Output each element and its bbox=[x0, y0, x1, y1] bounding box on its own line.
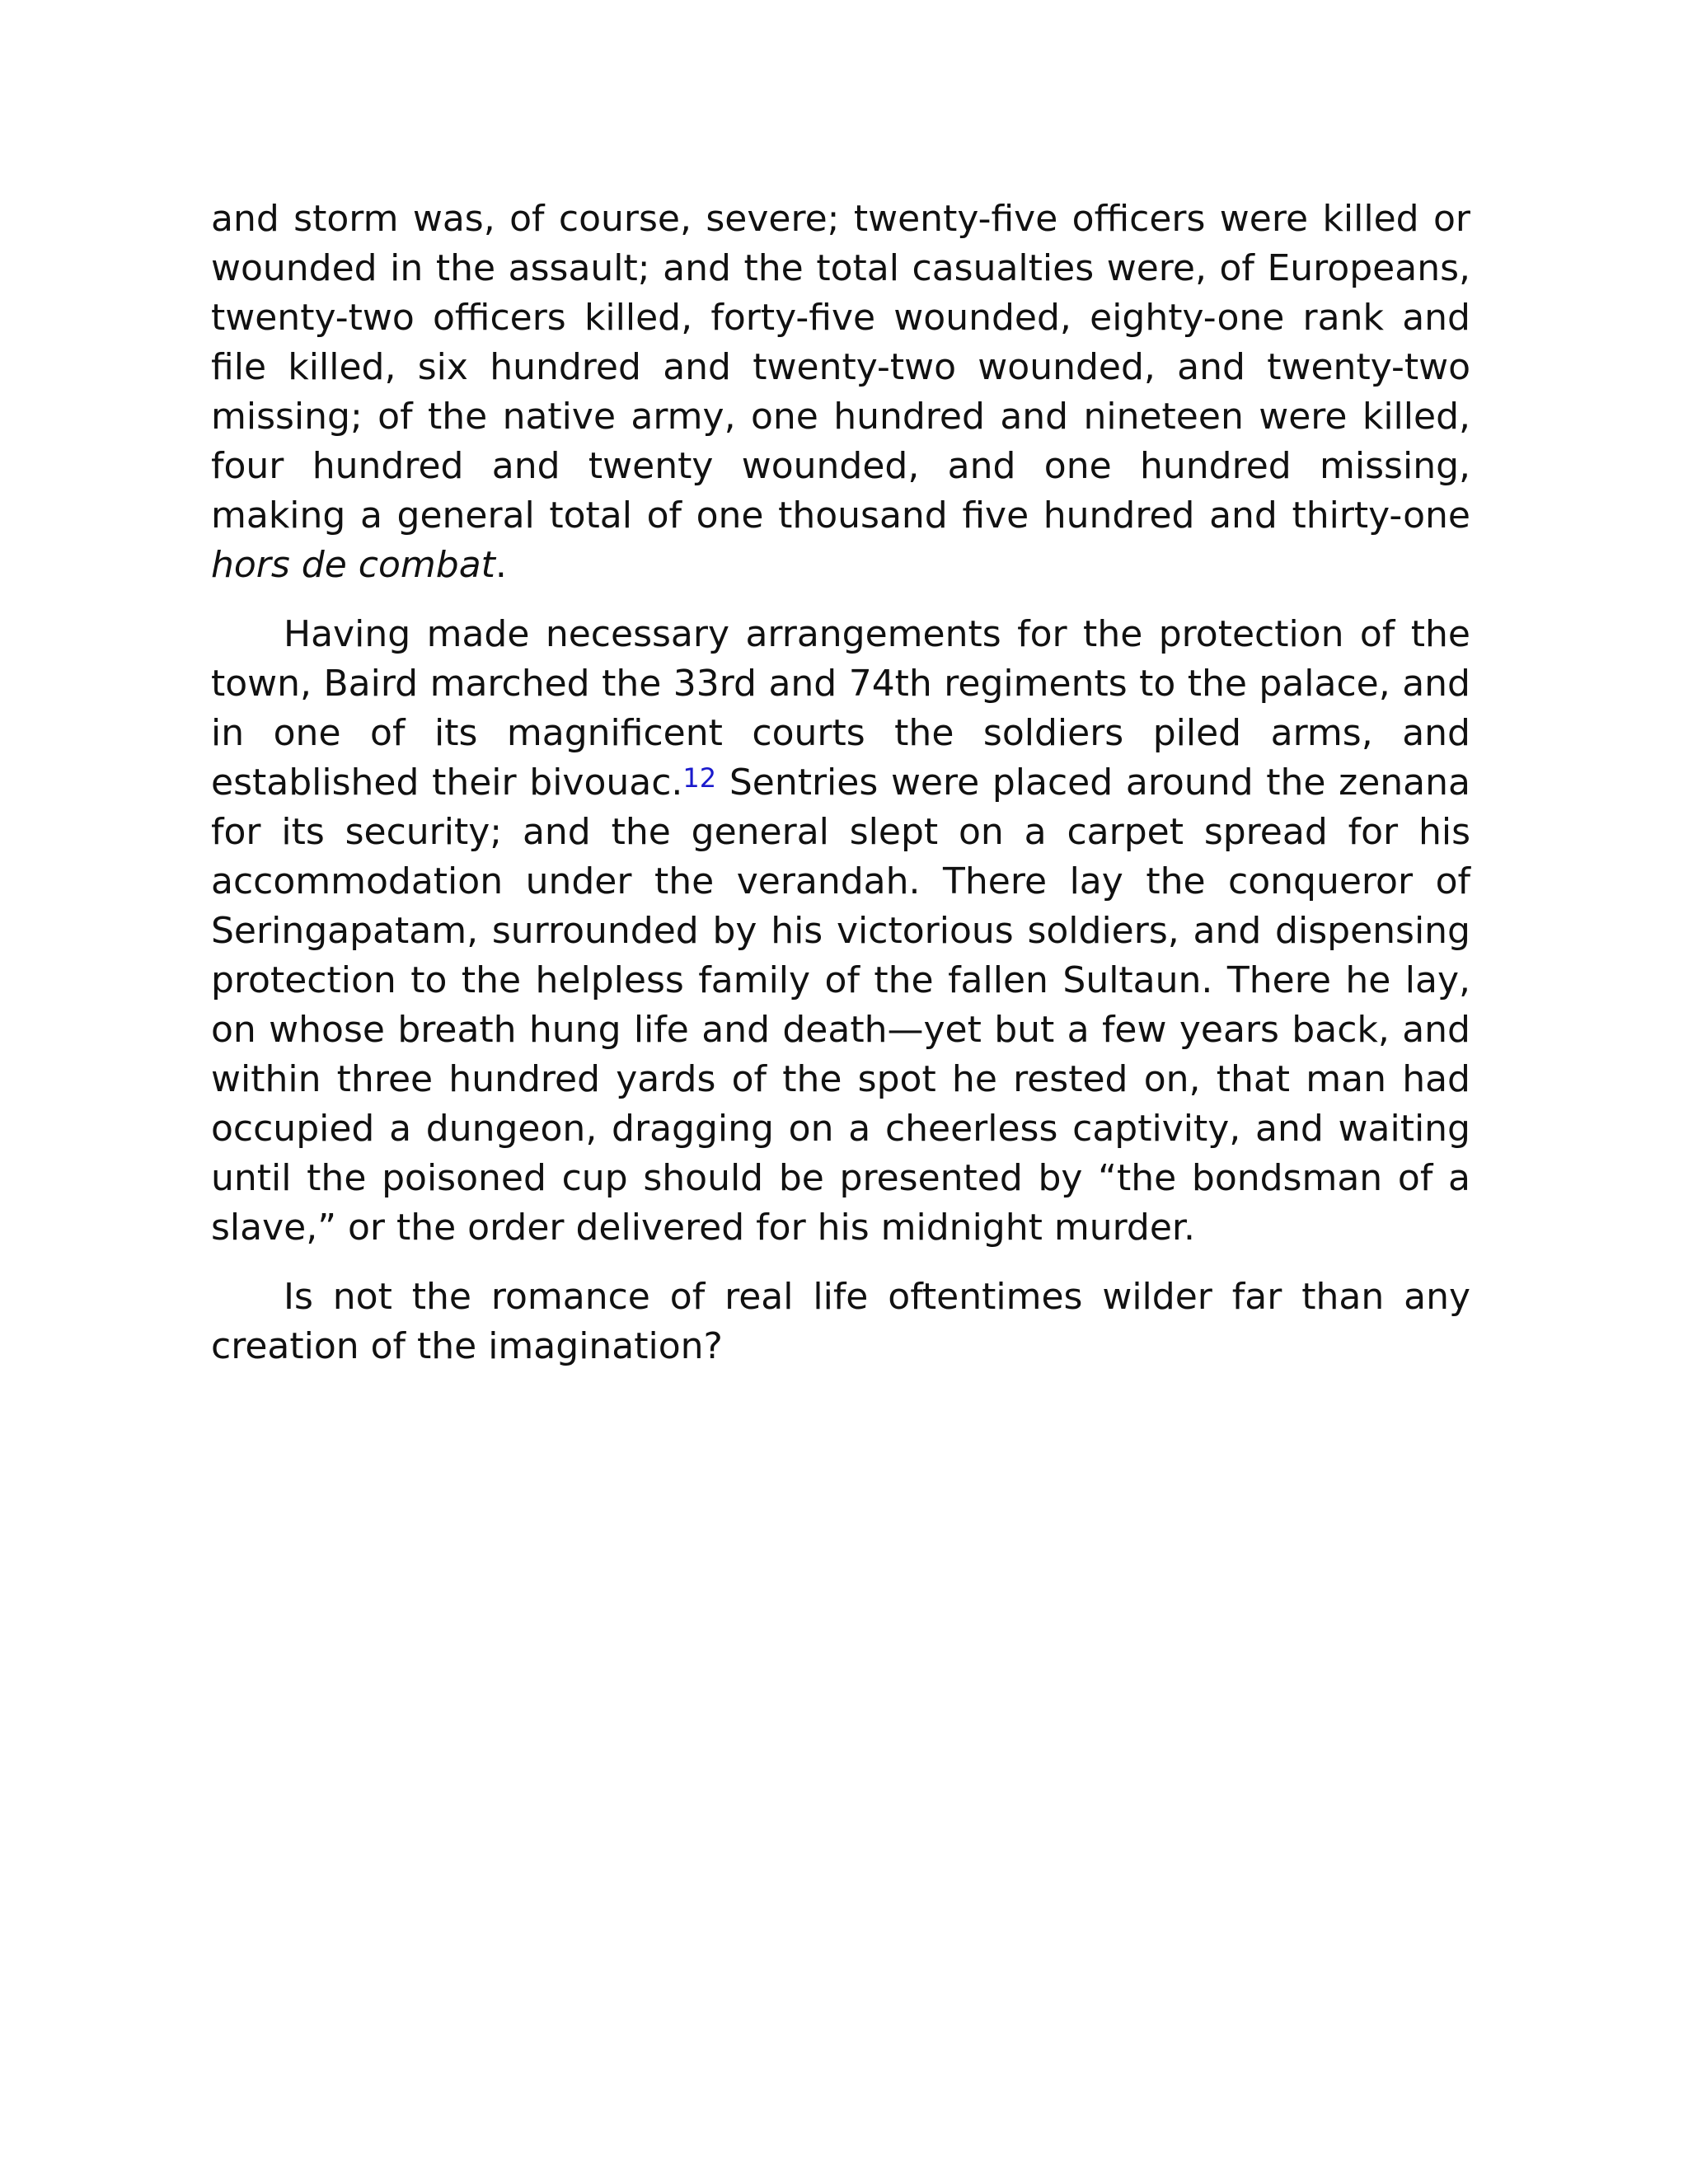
footnote-link[interactable]: 12 bbox=[682, 762, 717, 794]
paragraph-romance bbox=[211, 1272, 1470, 1371]
paragraph-casualties bbox=[211, 194, 1470, 590]
body-text bbox=[211, 194, 1470, 1391]
paragraph-romance-text: Is not the romance of real life oftentimes wilder far than any creation of the imagination? bbox=[211, 1276, 1470, 1367]
paragraph-casualties-end: . bbox=[495, 544, 507, 586]
paragraph-bivouac-text-end: Sentries were placed around the zenana for its security; and the general slept on a carpet spread for his accommodation under the verandah. There lay the conqueror of Seringapatam, surrounded by his victorious soldiers, and dispensing protection to the helpless family of the fallen Sultaun. There he lay, on whose breath hung life and death—yet but a few years back, and within three hundred yards of the spot he rested on, that man had occupied a dungeon, dragging on a cheerless captivity, and waiting until the poisoned cup should be presented by “the bondsman of a slave,” or the order delivered for his midnight murder. bbox=[211, 762, 1470, 1249]
italic-phrase: hors de combat bbox=[211, 544, 495, 586]
paragraph-casualties-text: and storm was, of course, severe; twenty-five officers were killed or wounded in the assault; and the total casualties were, of Europeans, twenty-two officers killed, forty-five wounded, eighty-one rank and file killed, six hundred and twenty-two wounded, and twenty-two missing; of the native army, one hundred and nineteen were killed, four hundred and twenty wounded, and one hundred missing, making a general total of one thousand five hundred and thirty-one bbox=[211, 198, 1470, 537]
paragraph-bivouac-text-start: Having made necessary arrangements for the protection of the town, Baird marched the 33rd and 74th regiments to the palace, and in one of its magnificent courts the soldiers piled arms, and established their bivouac. bbox=[211, 613, 1470, 804]
paragraph-bivouac bbox=[211, 610, 1470, 1253]
